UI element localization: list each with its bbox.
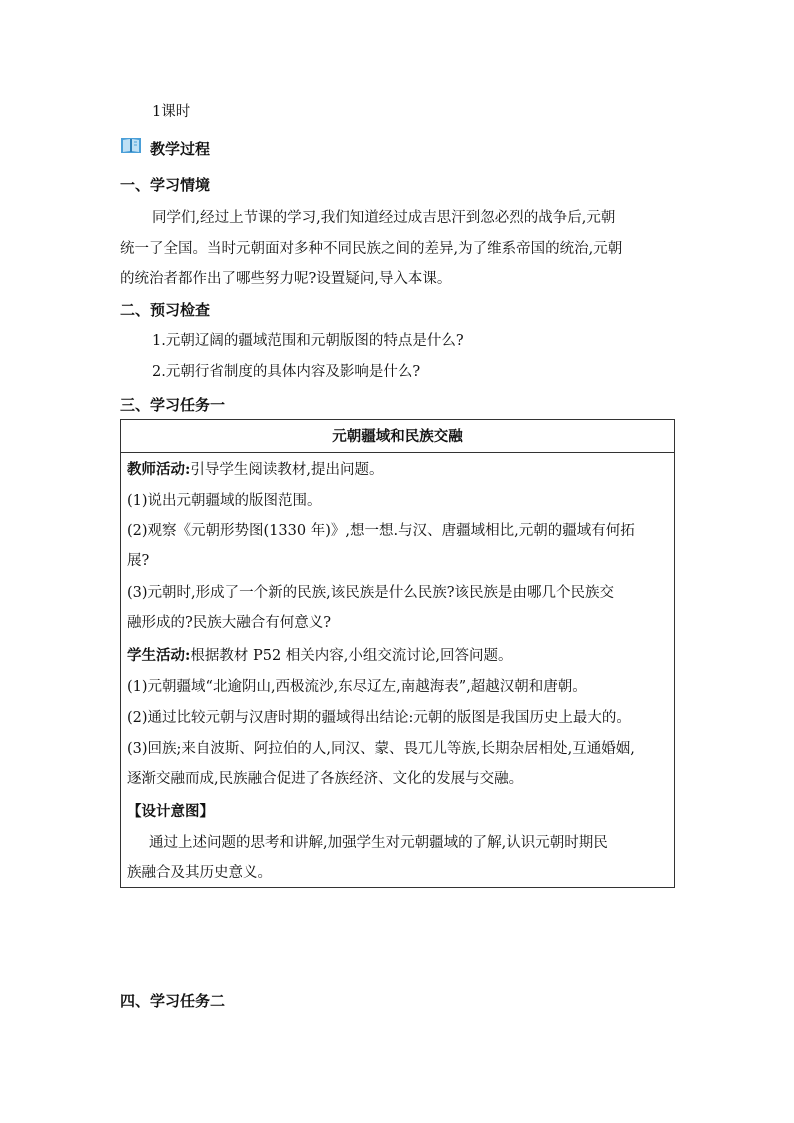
teacher-line: (2)观察《元朝形势图(1330 年)》,想一想.与汉、唐疆域相比,元朝的疆域有何拓: [127, 523, 635, 539]
part1-heading: 一、学习情境: [120, 176, 211, 194]
design-line: 通过上述问题的思考和讲解,加强学生对元朝疆域的了解,认识元朝时期民: [149, 835, 608, 851]
preview-question: 2.元朝行省制度的具体内容及影响是什么?: [152, 364, 421, 380]
student-line: (2)通过比较元朝与汉唐时期的疆域得出结论:元朝的版图是我国历史上最大的。: [127, 710, 631, 726]
teacher-line: 展?: [127, 553, 150, 569]
design-line: 族融合及其历史意义。: [127, 865, 272, 881]
student-line: (3)回族;来自波斯、阿拉伯的人,同汉、蒙、畏兀儿等族,长期杂居相处,互通婚姻,: [127, 741, 635, 757]
student-line: (1)元朝疆域“北逾阴山,西极流沙,东尽辽左,南越海表”,超越汉朝和唐朝。: [127, 679, 587, 695]
student-activity: [127, 647, 513, 665]
teacher-line: (1)说出元朝疆域的版图范围。: [127, 493, 322, 509]
table-title: 元朝疆域和民族交融: [121, 420, 674, 453]
student-label: 学生活动:: [127, 647, 191, 664]
preview-question: 1.元朝辽阔的疆域范围和元朝版图的特点是什么?: [152, 333, 464, 349]
lesson-hours: 1课时: [152, 104, 191, 120]
teacher-text: 引导学生阅读教材,提出问题。: [190, 462, 384, 478]
design-label: 【设计意图】: [127, 803, 214, 820]
teacher-label: 教师活动:: [127, 461, 191, 478]
section-heading: 教学过程: [150, 140, 211, 158]
teacher-activity: [127, 461, 383, 479]
part1-line: 统一了全国。当时元朝面对多种不同民族之间的差异,为了维系帝国的统治,元朝: [120, 241, 623, 257]
task-table: [120, 419, 675, 888]
part1-line: 同学们,经过上节课的学习,我们知道经过成吉思汗到忽必烈的战争后,元朝: [152, 210, 616, 226]
teacher-line: (3)元朝时,形成了一个新的民族,该民族是什么民族?该民族是由哪几个民族交: [127, 585, 615, 601]
book-icon: [120, 135, 142, 155]
student-line: 逐渐交融而成,民族融合促进了各族经济、文化的发展与交融。: [127, 771, 524, 787]
part4-heading: 四、学习任务二: [120, 992, 226, 1010]
teacher-line: 融形成的?民族大融合有何意义?: [127, 615, 332, 631]
part2-heading: 二、预习检查: [120, 301, 211, 319]
part1-line: 的统治者都作出了哪些努力呢?设置疑问,导入本课。: [120, 271, 452, 287]
student-text: 根据教材 P52 相关内容,小组交流讨论,回答问题。: [190, 648, 513, 664]
part3-heading: 三、学习任务一: [120, 396, 226, 414]
